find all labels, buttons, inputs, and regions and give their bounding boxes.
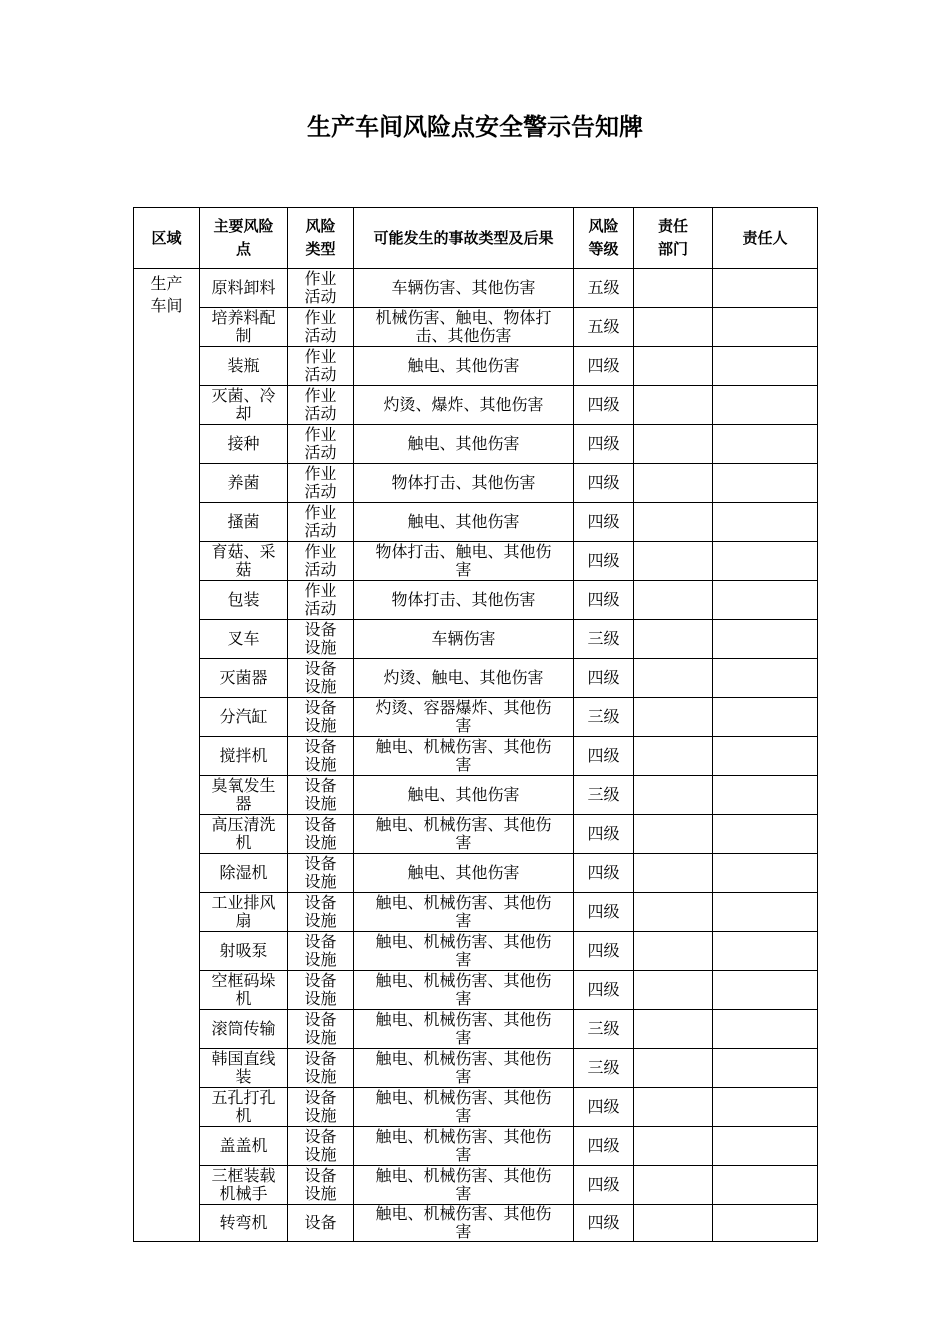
risk-type-cell: 设备设施	[288, 776, 354, 815]
table-row	[134, 386, 818, 425]
person-cell	[713, 1088, 818, 1127]
consequence-cell: 车辆伤害	[354, 620, 574, 659]
risk-type-cell: 设备设施	[288, 620, 354, 659]
col-header-dept: 责任部门	[634, 208, 713, 269]
risk-point-cell: 工业排风扇	[200, 893, 288, 932]
dept-cell	[634, 776, 713, 815]
risk-level-cell: 四级	[574, 386, 634, 425]
risk-type-cell: 设备设施	[288, 815, 354, 854]
dept-cell	[634, 347, 713, 386]
risk-level-cell: 四级	[574, 581, 634, 620]
risk-level-cell: 四级	[574, 464, 634, 503]
table-row	[134, 698, 818, 737]
risk-type-cell: 作业活动	[288, 464, 354, 503]
risk-point-cell: 灭菌、冷却	[200, 386, 288, 425]
consequence-cell: 触电、机械伤害、其他伤害	[354, 1166, 574, 1205]
consequence-cell: 触电、机械伤害、其他伤害	[354, 1010, 574, 1049]
consequence-cell: 灼烫、容器爆炸、其他伤害	[354, 698, 574, 737]
person-cell	[713, 464, 818, 503]
table-row	[134, 1127, 818, 1166]
risk-level-cell: 四级	[574, 425, 634, 464]
dept-cell	[634, 932, 713, 971]
consequence-cell: 车辆伤害、其他伤害	[354, 269, 574, 308]
person-cell	[713, 971, 818, 1010]
table-row	[134, 971, 818, 1010]
consequence-cell: 机械伤害、触电、物体打击、其他伤害	[354, 308, 574, 347]
table-row	[134, 269, 818, 308]
risk-type-cell: 设备设施	[288, 737, 354, 776]
table-row	[134, 425, 818, 464]
risk-point-cell: 装瓶	[200, 347, 288, 386]
risk-type-cell: 设备设施	[288, 1127, 354, 1166]
dept-cell	[634, 815, 713, 854]
risk-type-cell: 作业活动	[288, 425, 354, 464]
person-cell	[713, 932, 818, 971]
consequence-cell: 触电、其他伤害	[354, 425, 574, 464]
risk-type-cell: 设备设施	[288, 1166, 354, 1205]
person-cell	[713, 1010, 818, 1049]
risk-level-cell: 四级	[574, 542, 634, 581]
risk-point-cell: 滚筒传输	[200, 1010, 288, 1049]
consequence-cell: 触电、其他伤害	[354, 503, 574, 542]
dept-cell	[634, 425, 713, 464]
consequence-cell: 触电、机械伤害、其他伤害	[354, 893, 574, 932]
risk-point-cell: 培养料配制	[200, 308, 288, 347]
consequence-cell: 触电、机械伤害、其他伤害	[354, 971, 574, 1010]
header-row	[134, 208, 818, 269]
dept-cell	[634, 308, 713, 347]
risk-point-cell: 灭菌器	[200, 659, 288, 698]
area-cell	[134, 269, 200, 1242]
consequence-cell: 灼烫、爆炸、其他伤害	[354, 386, 574, 425]
page-title: 生产车间风险点安全警示告知牌	[307, 113, 643, 141]
consequence-cell: 触电、机械伤害、其他伤害	[354, 1205, 574, 1242]
table-row	[134, 932, 818, 971]
table-row	[134, 1205, 818, 1242]
risk-point-cell: 养菌	[200, 464, 288, 503]
risk-type-cell: 设备设施	[288, 1049, 354, 1088]
risk-point-cell: 除湿机	[200, 854, 288, 893]
person-cell	[713, 815, 818, 854]
dept-cell	[634, 1010, 713, 1049]
risk-type-cell: 设备设施	[288, 1010, 354, 1049]
risk-point-cell: 搅拌机	[200, 737, 288, 776]
table-row	[134, 1010, 818, 1049]
risk-type-cell: 作业活动	[288, 503, 354, 542]
dept-cell	[634, 893, 713, 932]
dept-cell	[634, 581, 713, 620]
person-cell	[713, 776, 818, 815]
risk-type-cell: 作业活动	[288, 386, 354, 425]
table-row	[134, 620, 818, 659]
dept-cell	[634, 1088, 713, 1127]
risk-type-cell: 设备	[288, 1205, 354, 1242]
table-row	[134, 659, 818, 698]
dept-cell	[634, 620, 713, 659]
risk-type-cell: 设备设施	[288, 971, 354, 1010]
table-row	[134, 776, 818, 815]
person-cell	[713, 1049, 818, 1088]
consequence-cell: 触电、其他伤害	[354, 854, 574, 893]
risk-level-cell: 四级	[574, 1166, 634, 1205]
person-cell	[713, 347, 818, 386]
risk-level-cell: 四级	[574, 1088, 634, 1127]
risk-point-cell: 空框码垛机	[200, 971, 288, 1010]
risk-type-cell: 作业活动	[288, 581, 354, 620]
person-cell	[713, 698, 818, 737]
consequence-cell: 触电、机械伤害、其他伤害	[354, 1049, 574, 1088]
risk-point-cell: 臭氧发生器	[200, 776, 288, 815]
person-cell	[713, 269, 818, 308]
risk-level-cell: 四级	[574, 971, 634, 1010]
table-row	[134, 1049, 818, 1088]
table-row	[134, 503, 818, 542]
person-cell	[713, 659, 818, 698]
risk-level-cell: 四级	[574, 854, 634, 893]
risk-point-cell: 原料卸料	[200, 269, 288, 308]
risk-point-cell: 包装	[200, 581, 288, 620]
risk-level-cell: 三级	[574, 698, 634, 737]
risk-point-cell: 接种	[200, 425, 288, 464]
risk-level-cell: 四级	[574, 893, 634, 932]
risk-level-cell: 三级	[574, 776, 634, 815]
risk-level-cell: 五级	[574, 308, 634, 347]
person-cell	[713, 308, 818, 347]
risk-point-cell: 育菇、采菇	[200, 542, 288, 581]
col-header-risk-point: 主要风险点	[200, 208, 288, 269]
risk-point-cell: 高压清洗机	[200, 815, 288, 854]
risk-level-cell: 三级	[574, 620, 634, 659]
consequence-cell: 触电、其他伤害	[354, 347, 574, 386]
dept-cell	[634, 854, 713, 893]
risk-type-cell: 设备设施	[288, 1088, 354, 1127]
person-cell	[713, 503, 818, 542]
col-header-area: 区域	[134, 208, 200, 269]
risk-point-cell: 韩国直线装	[200, 1049, 288, 1088]
person-cell	[713, 581, 818, 620]
col-header-risk-level: 风险等级	[574, 208, 634, 269]
table-row	[134, 893, 818, 932]
risk-table	[133, 207, 818, 1242]
dept-cell	[634, 503, 713, 542]
dept-cell	[634, 698, 713, 737]
dept-cell	[634, 1166, 713, 1205]
risk-type-cell: 设备设施	[288, 893, 354, 932]
person-cell	[713, 737, 818, 776]
risk-type-cell: 作业活动	[288, 308, 354, 347]
risk-level-cell: 四级	[574, 737, 634, 776]
col-header-risk-type: 风险类型	[288, 208, 354, 269]
col-header-consequence: 可能发生的事故类型及后果	[354, 208, 574, 269]
person-cell	[713, 893, 818, 932]
risk-type-cell: 作业活动	[288, 269, 354, 308]
dept-cell	[634, 1049, 713, 1088]
consequence-cell: 物体打击、其他伤害	[354, 464, 574, 503]
person-cell	[713, 542, 818, 581]
risk-point-cell: 三框装载机械手	[200, 1166, 288, 1205]
risk-point-cell: 五孔打孔机	[200, 1088, 288, 1127]
consequence-cell: 触电、机械伤害、其他伤害	[354, 737, 574, 776]
risk-type-cell: 设备设施	[288, 932, 354, 971]
consequence-cell: 触电、机械伤害、其他伤害	[354, 1127, 574, 1166]
risk-point-cell: 搔菌	[200, 503, 288, 542]
consequence-cell: 触电、机械伤害、其他伤害	[354, 815, 574, 854]
consequence-cell: 触电、机械伤害、其他伤害	[354, 932, 574, 971]
risk-level-cell: 四级	[574, 659, 634, 698]
table-row	[134, 737, 818, 776]
table-row	[134, 854, 818, 893]
person-cell	[713, 1166, 818, 1205]
risk-point-cell: 分汽缸	[200, 698, 288, 737]
risk-level-cell: 四级	[574, 1127, 634, 1166]
dept-cell	[634, 659, 713, 698]
dept-cell	[634, 269, 713, 308]
dept-cell	[634, 542, 713, 581]
table-row	[134, 581, 818, 620]
dept-cell	[634, 386, 713, 425]
area-label: 生产车间	[150, 274, 183, 315]
table-row	[134, 815, 818, 854]
risk-level-cell: 五级	[574, 269, 634, 308]
dept-cell	[634, 1127, 713, 1166]
risk-point-cell: 叉车	[200, 620, 288, 659]
table-row	[134, 347, 818, 386]
risk-level-cell: 四级	[574, 1205, 634, 1242]
person-cell	[713, 386, 818, 425]
risk-point-cell: 射吸泵	[200, 932, 288, 971]
risk-type-cell: 设备设施	[288, 854, 354, 893]
risk-level-cell: 四级	[574, 815, 634, 854]
table-row	[134, 308, 818, 347]
risk-point-cell: 转弯机	[200, 1205, 288, 1242]
dept-cell	[634, 464, 713, 503]
table-row	[134, 464, 818, 503]
consequence-cell: 物体打击、触电、其他伤害	[354, 542, 574, 581]
risk-level-cell: 四级	[574, 347, 634, 386]
col-header-person: 责任人	[713, 208, 818, 269]
risk-type-cell: 作业活动	[288, 542, 354, 581]
risk-level-cell: 三级	[574, 1049, 634, 1088]
consequence-cell: 触电、机械伤害、其他伤害	[354, 1088, 574, 1127]
consequence-cell: 灼烫、触电、其他伤害	[354, 659, 574, 698]
risk-type-cell: 作业活动	[288, 347, 354, 386]
person-cell	[713, 854, 818, 893]
consequence-cell: 触电、其他伤害	[354, 776, 574, 815]
person-cell	[713, 620, 818, 659]
risk-point-cell: 盖盖机	[200, 1127, 288, 1166]
person-cell	[713, 1127, 818, 1166]
risk-type-cell: 设备设施	[288, 659, 354, 698]
dept-cell	[634, 971, 713, 1010]
dept-cell	[634, 737, 713, 776]
risk-level-cell: 三级	[574, 1010, 634, 1049]
risk-level-cell: 四级	[574, 503, 634, 542]
dept-cell	[634, 1205, 713, 1242]
table-row	[134, 1088, 818, 1127]
person-cell	[713, 1205, 818, 1242]
table-row	[134, 1166, 818, 1205]
table-row	[134, 542, 818, 581]
person-cell	[713, 425, 818, 464]
table-body	[134, 269, 818, 1242]
consequence-cell: 物体打击、其他伤害	[354, 581, 574, 620]
risk-type-cell: 设备设施	[288, 698, 354, 737]
risk-level-cell: 四级	[574, 932, 634, 971]
